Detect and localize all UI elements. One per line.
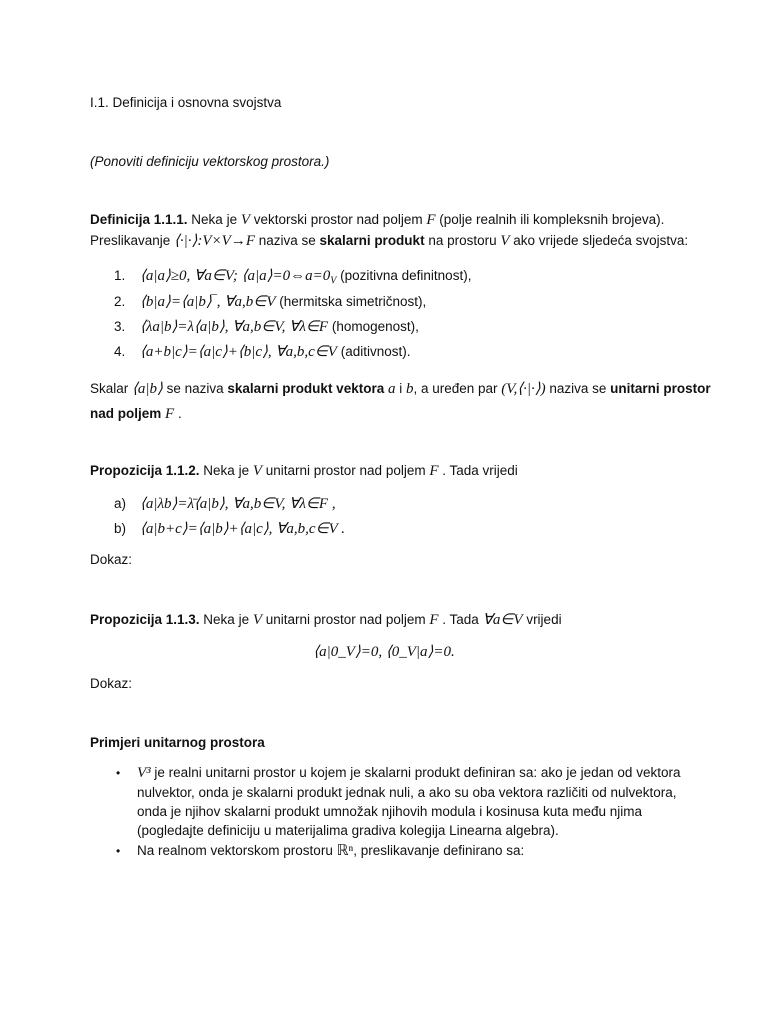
property-item [114, 318, 419, 336]
proposition-formula: ⟨a|b+c⟩=⟨a|b⟩+⟨a|c⟩, ∀a,b,c∈V . [140, 521, 346, 537]
math-F: F [429, 463, 439, 479]
text: , preslikavanje definirano sa: [353, 843, 525, 858]
skalar-line-2 [90, 405, 182, 423]
note-text: (Ponoviti definiciju vektorskog prostora.) [90, 154, 330, 169]
text: Neka je [199, 612, 253, 627]
term-nad-poljem: nad poljem [90, 406, 162, 421]
text: unitarni prostor nad poljem [262, 612, 430, 627]
text: na prostoru [424, 233, 501, 248]
property-formula: ⟨λa|b⟩=λ⟨a|b⟩, ∀a,b∈V, ∀λ∈F [140, 319, 329, 335]
text: Skalar [90, 381, 133, 396]
item-number: 2. [114, 294, 126, 309]
definition-line-2 [90, 232, 688, 250]
property-name: (homogenost), [328, 319, 419, 334]
property-formula: ⟨b|a⟩=⟨a|b⟩‾, ∀a,b∈V [140, 294, 276, 310]
text: (polje realnih ili kompleksnih brojeva). [435, 212, 665, 227]
text: vektorski prostor nad poljem [250, 212, 427, 227]
math-inner-product: ⟨a|b⟩ [132, 381, 163, 397]
text: se naziva [162, 381, 228, 396]
math-pair: (V,⟨·|·⟩) [501, 381, 546, 397]
item-number: 1. [114, 268, 126, 283]
display-formula: ⟨a|0_V⟩=0, ⟨0_V|a⟩=0. [313, 644, 455, 660]
math-b: b [405, 381, 414, 397]
item-number: 4. [114, 344, 126, 359]
text: Na realnom vektorskom prostoru [137, 843, 337, 858]
property-formula: ⟨a+b|c⟩=⟨a|c⟩+⟨b|c⟩, ∀a,b,c∈V [140, 344, 337, 360]
text: naziva se [254, 233, 320, 248]
text: Preslikavanje [90, 233, 175, 248]
text: naziva se [545, 381, 611, 396]
term-unitarni-prostor: unitarni prostor [610, 381, 711, 396]
text: unitarni prostor nad poljem [262, 463, 430, 478]
property-name: (hermitska simetričnost), [275, 294, 427, 309]
proposition-label: Propozicija 1.1.3. [90, 612, 200, 627]
item-letter: b) [114, 521, 127, 536]
math-F: F [426, 212, 436, 228]
property-name: (pozitivna definitnost), [336, 268, 472, 283]
examples-title: Primjeri unitarnog prostora [90, 735, 265, 750]
definition-line-1 [90, 211, 664, 229]
bullet-icon: • [116, 844, 121, 858]
text: , a uređen par [413, 381, 502, 396]
proof-label: Dokaz: [90, 552, 133, 567]
property-item [114, 293, 426, 311]
item-number: 3. [114, 319, 126, 334]
item-letter: a) [114, 496, 127, 511]
text: vrijedi [522, 612, 562, 627]
math-a: a [384, 381, 400, 397]
text: . Tada vrijedi [438, 463, 518, 478]
section-heading: I.1. Definicija i osnovna svojstva [90, 95, 282, 110]
math-V: V [252, 463, 262, 479]
subscript: V [330, 275, 337, 287]
math-map: ⟨·|·⟩:V×V→F [174, 233, 255, 249]
math-V: V [252, 612, 262, 628]
example-item-2 [137, 841, 697, 861]
text: i [399, 381, 406, 396]
skalar-line-1 [90, 380, 711, 398]
text: je realni unitarni prostor u kojem je skalarni produkt definiran sa: ako je jedan od vektora nulvektor, onda je skalarni produkt jednak nuli, a ako su oba vektora različiti od nulvektora, onda je njihov skalarni produkt umnožak njihovih modula i kosinusa kuta među njima (pogledajte definiciju u materijalima gradiva kolegija Linearna algebra). [137, 765, 681, 838]
term-skalarni-produkt-vektora: skalarni produkt vektora [227, 381, 385, 396]
proposition-item [114, 495, 336, 513]
math-V: V [500, 233, 510, 249]
math-V3: V³ [137, 765, 151, 781]
text: Neka je [187, 212, 241, 227]
proposition-1-1-3 [90, 611, 562, 629]
text: Neka je [199, 463, 253, 478]
bullet-icon: • [116, 766, 121, 780]
proposition-label: Propozicija 1.1.2. [90, 463, 200, 478]
math-V: V [240, 212, 250, 228]
property-item [114, 267, 471, 291]
property-formula: ⟨a|a⟩≥0, ∀a∈V; ⟨a|a⟩=0⇔a=0 [140, 268, 331, 284]
proof-label: Dokaz: [90, 676, 133, 691]
text: . [174, 406, 182, 421]
math-forall: ∀a∈V [482, 612, 523, 628]
definition-label: Definicija 1.1.1. [90, 212, 188, 227]
text: . Tada [438, 612, 483, 627]
math-Rn: ℝⁿ [336, 843, 354, 859]
example-item-1 [137, 763, 697, 840]
math-F: F [161, 406, 175, 422]
proposition-formula: ⟨a|λb⟩=λ̄⟨a|b⟩, ∀a,b∈V, ∀λ∈F , [140, 496, 336, 512]
text: ako vrijede sljedeća svojstva: [509, 233, 689, 248]
math-F: F [429, 612, 439, 628]
property-item [114, 343, 411, 361]
term-skalarni-produkt: skalarni produkt [319, 233, 425, 248]
proposition-item [114, 520, 345, 538]
property-name: (aditivnost). [336, 344, 411, 359]
proposition-1-1-2 [90, 462, 518, 480]
